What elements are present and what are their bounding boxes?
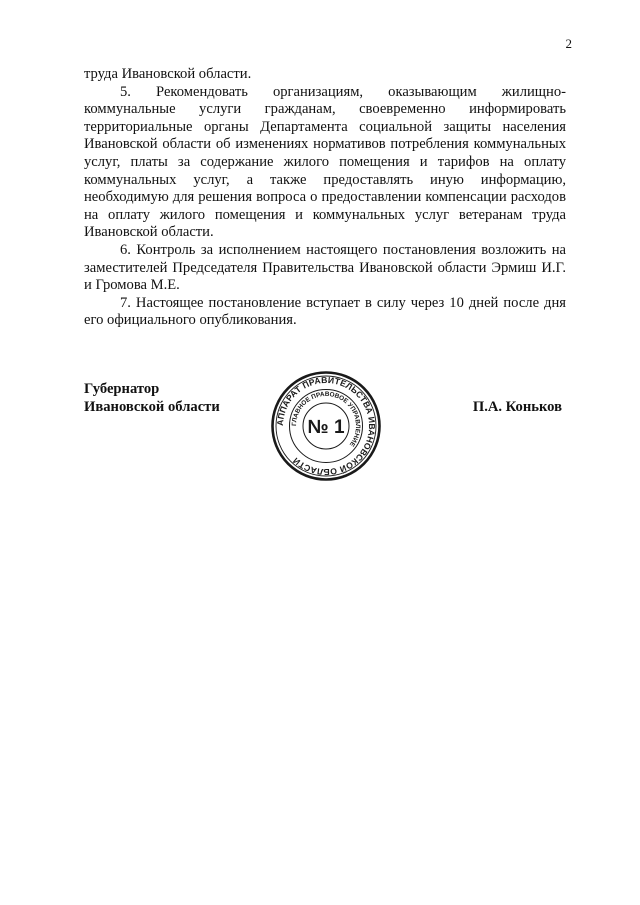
document-body [84,66,566,330]
signer-name: П.А. Коньков [472,399,562,415]
paragraph-item-7: 7. Настоящее постановление вступает в силу через 10 дней после дня его официального опубликования. [84,294,566,329]
signature-block [84,370,566,480]
stamp-ring-text: АППАРАТ ПРАВИТЕЛЬСТВА ИВАНОВСКОЙ ОБЛАСТИ [274,374,378,478]
stamp-number: № 1 [307,417,345,438]
official-seal-stamp [270,370,382,482]
stamp-inner-text: ГЛАВНОЕ ПРАВОВОЕ УПРАВЛЕНИЕ [290,390,362,448]
signer-position-region: Ивановской области [84,399,220,415]
signer-position [84,380,220,416]
paragraph-item-5: 5. Рекомендовать организациям, оказывающим жилищно-коммунальные услуги гражданам, своевременно информировать территориальные органы Департамента социальной защиты населения Ивановской области об изменениях нормативов потребления коммунальных услуг, платы за содержание жилого помещения и тарифов на оплату коммунальных услуг, а также предоставлять иную информацию, необходимую для решения вопроса о предоставлении компенсации расходов на оплату жилого помещения и коммунальных услуг ветеранам труда Ивановской области. [84,83,566,241]
signer-position-title: Губернатор [84,381,160,397]
paragraph-continuation: труда Ивановской области. [84,66,252,82]
page-number: 2 [565,36,572,51]
paragraph-item-6: 6. Контроль за исполнением настоящего постановления возложить на заместителей Председателя Правительства Ивановской области Эрмиш И.Г. и Громова М.Е. [84,241,566,294]
